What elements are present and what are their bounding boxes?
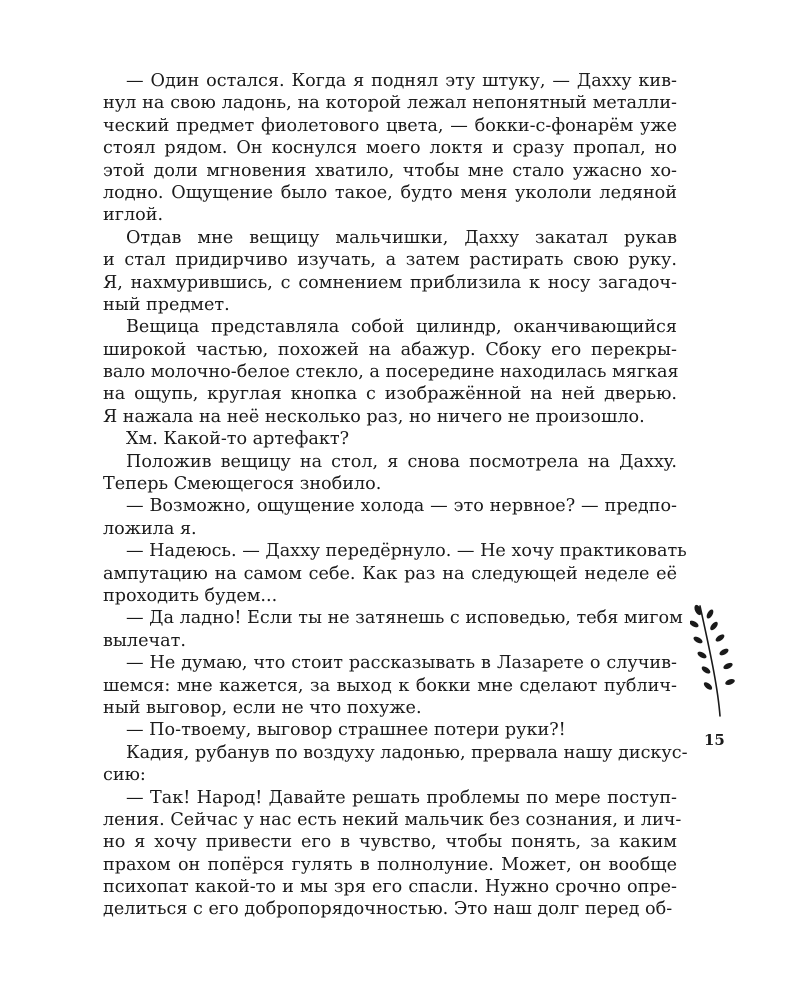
paragraph [103, 607, 683, 652]
paragraph [103, 227, 677, 317]
paragraph [103, 787, 682, 921]
text-line: стоял рядом. Он коснулся моего локтя и сразу пропал, но [103, 138, 677, 159]
text-line: Кадия, рубанув по воздуху ладонью, прервала нашу дискус- [126, 742, 688, 763]
paragraph [103, 316, 677, 428]
text-line: — Один остался. Когда я поднял эту штуку, — Даххy кив- [126, 71, 677, 91]
paragraph [103, 428, 677, 450]
text-line: ный предмет. [103, 294, 230, 315]
text-line: сию: [103, 765, 146, 786]
text-line: этой доли мгновения хватило, чтобы мне стало ужасно хо- [103, 160, 677, 181]
text-line: иглой. [103, 205, 164, 226]
paragraph [103, 719, 677, 741]
text-line: ложила я. [103, 518, 197, 539]
paragraph [103, 540, 687, 607]
body-text [103, 70, 688, 921]
paragraph [103, 451, 677, 496]
text-line: делиться с его добропорядочностью. Это наш долг перед об- [103, 899, 673, 920]
text-line: Положив вещицу на стол, я снова посмотрела на Даххy. [126, 451, 677, 472]
text-line: Я, нахмурившись, с сомнением приблизила к носу загадоч- [103, 272, 677, 293]
text-line: и стал придирчиво изучать, а затем растирать свою руку. [103, 250, 677, 271]
text-line: — Не думаю, что стоит рассказывать в Лазарете о случив- [126, 653, 677, 674]
text-line: прахом он попёрся гулять в полнолуние. Может, он вообще [103, 854, 677, 875]
text-line: но я хочу привести его в чувство, чтобы понять, за каким [103, 832, 677, 853]
text-line: проходить будем... [103, 585, 278, 606]
text-line: ческий предмет фиолетового цвета, — бокки-с-фонарём уже [103, 115, 677, 136]
text-line: Отдав мне вещицу мальчишки, Даххy закатал рукав [126, 227, 677, 248]
text-line: Теперь Смеющегося знобило. [103, 474, 382, 495]
text-line: на ощупь, круглая кнопка с изображённой на ней дверью. [103, 384, 677, 405]
text-line: — Да ладно! Если ты не затянешь с исповедью, тебя мигом [126, 608, 683, 629]
text-line: — По-твоему, выговор страшнее потери руки?! [126, 720, 566, 741]
page-number: 15 [704, 731, 725, 749]
text-line: Вещица представляла собой цилиндр, оканчивающийся [126, 317, 677, 338]
text-line: широкой частью, похожей на абажур. Сбоку его перекры- [103, 339, 677, 360]
text-line: — Надеюсь. — Даххy передёрнуло. — Не хочу практиковать [126, 541, 687, 562]
text-line: нул на свою ладонь, на которой лежал непонятный металли- [103, 93, 677, 114]
text-line: ления. Сейчас у нас есть некий мальчик без сознания, и лич- [103, 809, 682, 830]
text-line: вало молочно-белое стекло, а посередине находилась мягкая [103, 362, 679, 383]
text-line: вылечат. [103, 630, 186, 651]
paragraph [103, 495, 677, 540]
text-line: — Так! Народ! Давайте решать проблемы по мере поступ- [126, 787, 677, 808]
text-line: лодно. Ощущение было такое, будто меня укололи ледяной [103, 182, 677, 203]
text-line: Я нажала на неё несколько раз, но ничего не произошло. [103, 406, 645, 427]
text-line: — Возможно, ощущение холода — это нервное? — предпо- [126, 496, 677, 517]
text-line: Хм. Какой-то артефакт? [126, 429, 349, 450]
paragraph [103, 652, 677, 719]
leaf-branch-icon [690, 600, 740, 718]
paragraph [103, 742, 688, 787]
paragraph [103, 70, 677, 227]
text-line: ный выговор, если не что похуже. [103, 697, 422, 718]
text-line: шемся: мне кажется, за выход к бокки мне сделают публич- [103, 675, 677, 696]
text-line: психопат какой-то и мы зря его спасли. Нужно срочно опре- [103, 877, 677, 898]
text-line: ампутацию на самом себе. Как раз на следующей неделе её [103, 563, 677, 584]
